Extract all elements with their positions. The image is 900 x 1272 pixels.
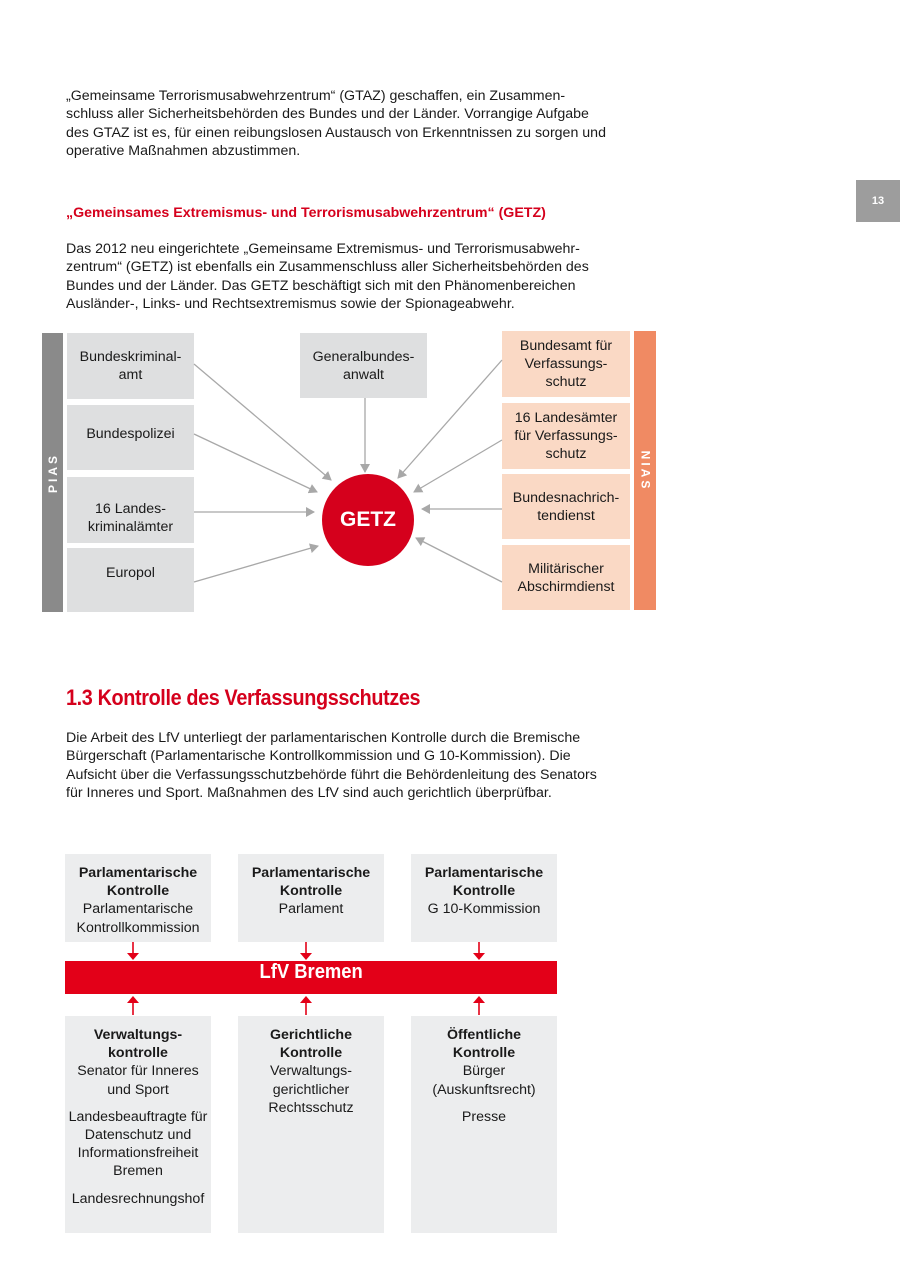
box-line: schutz — [545, 374, 587, 390]
box-line: Landesbeauftragte für — [68, 1108, 208, 1125]
arrowhead-up-2 — [300, 996, 312, 1003]
box-title: Parlamentarische — [424, 865, 544, 881]
box-line: Rechtsschutz — [268, 1099, 354, 1116]
box-line: für Verfassungs- — [514, 428, 618, 444]
box-line: und Sport — [107, 1081, 169, 1098]
paragraph-line: schluss aller Sicherheitsbehörden des Bundes und der Länder. Vorrangige Aufgabe — [66, 106, 589, 123]
nias-label: NIAS — [638, 450, 653, 491]
box-line: Bundespolizei — [86, 426, 175, 442]
box-line: Bürger — [462, 1063, 506, 1080]
box-title: Kontrolle — [452, 1045, 516, 1062]
pias-label: PIAS — [45, 452, 60, 493]
box-line: Bremen — [113, 1163, 163, 1180]
paragraph-line: Bürgerschaft (Parlamentarische Kontrollkommission und G 10-Kommission). Die — [66, 748, 571, 765]
paragraph-line: zentrum“ (GETZ) ist ebenfalls ein Zusammenschluss aller Sicherheitsbehörden des — [66, 259, 589, 276]
paragraph-line: Die Arbeit des LfV unterliegt der parlamentarischen Kontrolle durch die Bremische — [66, 730, 581, 746]
box-line: Verwaltungs- — [269, 1063, 352, 1080]
section-title: 1.3 Kontrolle des Verfassungsschutzes — [66, 685, 421, 710]
page-number: 13 — [856, 180, 900, 222]
box-title: Kontrolle — [279, 1045, 343, 1062]
getz-heading: „Gemeinsames Extremismus- und Terrorismusabwehrzentrum“ (GETZ) — [66, 205, 546, 221]
box-title: Kontrolle — [106, 883, 170, 900]
box-line: Senator für Inneres — [77, 1063, 199, 1080]
box-line: anwalt — [342, 366, 384, 383]
box-title: Verwaltungs- — [93, 1027, 183, 1043]
paragraph-line: Ausländer-, Links- und Rechtsextremismus sowie der Spionageabwehr. — [66, 296, 515, 313]
arrowhead-up-3 — [473, 996, 485, 1003]
box-line: Militärischer — [528, 560, 604, 577]
paragraph-line: „Gemeinsame Terrorismusabwehrzentrum“ (GTAZ) geschaffen, ein Zusammen- — [66, 88, 566, 104]
box-line: schutz — [545, 446, 587, 462]
paragraph-line: für Inneres und Sport. Maßnahmen des LfV sind auch gerichtlich überprüfbar. — [66, 785, 552, 802]
getz-circle: GETZ — [322, 474, 414, 566]
box-line: Parlamentarische — [82, 901, 194, 918]
box-line: Datenschutz und — [84, 1127, 192, 1144]
box-line: Verfassungs- — [524, 356, 608, 372]
box-line: kriminalämter — [87, 519, 174, 535]
arrowhead-down-1 — [127, 953, 139, 960]
box-line: Parlament — [278, 901, 344, 918]
box-line: Bundeskriminal- — [79, 349, 182, 365]
box-line: Kontrollkommission — [76, 919, 200, 936]
box-line: 16 Landes- — [94, 501, 166, 517]
box-line: Landesrechnungshof — [71, 1190, 205, 1207]
arrowhead-down-2 — [300, 953, 312, 960]
paragraph-line: operative Maßnahmen abzustimmen. — [66, 143, 301, 160]
arrowhead-up-1 — [127, 996, 139, 1003]
paragraph-line: Bundes und der Länder. Das GETZ beschäftigt sich mit den Phänomenbereichen — [66, 277, 576, 294]
box-line: Informationsfreiheit — [77, 1145, 199, 1162]
box-title: kontrolle — [108, 1045, 168, 1062]
box-line: (Auskunftsrecht) — [432, 1081, 536, 1098]
box-line: Europol — [106, 565, 155, 581]
box-line: Generalbundes- — [312, 348, 415, 365]
box-title: Kontrolle — [279, 883, 343, 900]
box-line: G 10-Kommission — [427, 901, 541, 918]
box-line: gerichtlicher — [272, 1081, 350, 1098]
box-line: Presse — [461, 1108, 507, 1125]
paragraph-line: Das 2012 neu eingerichtete „Gemeinsame Extremismus- und Terrorismusabwehr- — [66, 241, 580, 257]
box-title: Öffentliche — [446, 1027, 522, 1043]
lfv-label: LfV Bremen — [259, 961, 363, 983]
box-line: amt — [118, 367, 143, 383]
box-line: 16 Landesämter — [514, 410, 618, 426]
box-line: Abschirmdienst — [517, 578, 615, 595]
paragraph-line: des GTAZ ist es, für einen reibungslosen Austausch von Erkenntnissen zu sorgen und — [66, 124, 606, 141]
box-title: Parlamentarische — [78, 865, 198, 881]
box-title: Gerichtliche — [269, 1027, 352, 1043]
paragraph-line: Aufsicht über die Verfassungsschutzbehörde führt die Behördenleitung des Senators — [66, 766, 597, 783]
box-title: Parlamentarische — [251, 865, 371, 881]
box-title: Kontrolle — [452, 883, 516, 900]
arrowhead-down-3 — [473, 953, 485, 960]
box-line: Bundesamt für — [519, 338, 613, 354]
box-line: tendienst — [537, 507, 595, 524]
box-line: Bundesnachrich- — [512, 489, 620, 506]
